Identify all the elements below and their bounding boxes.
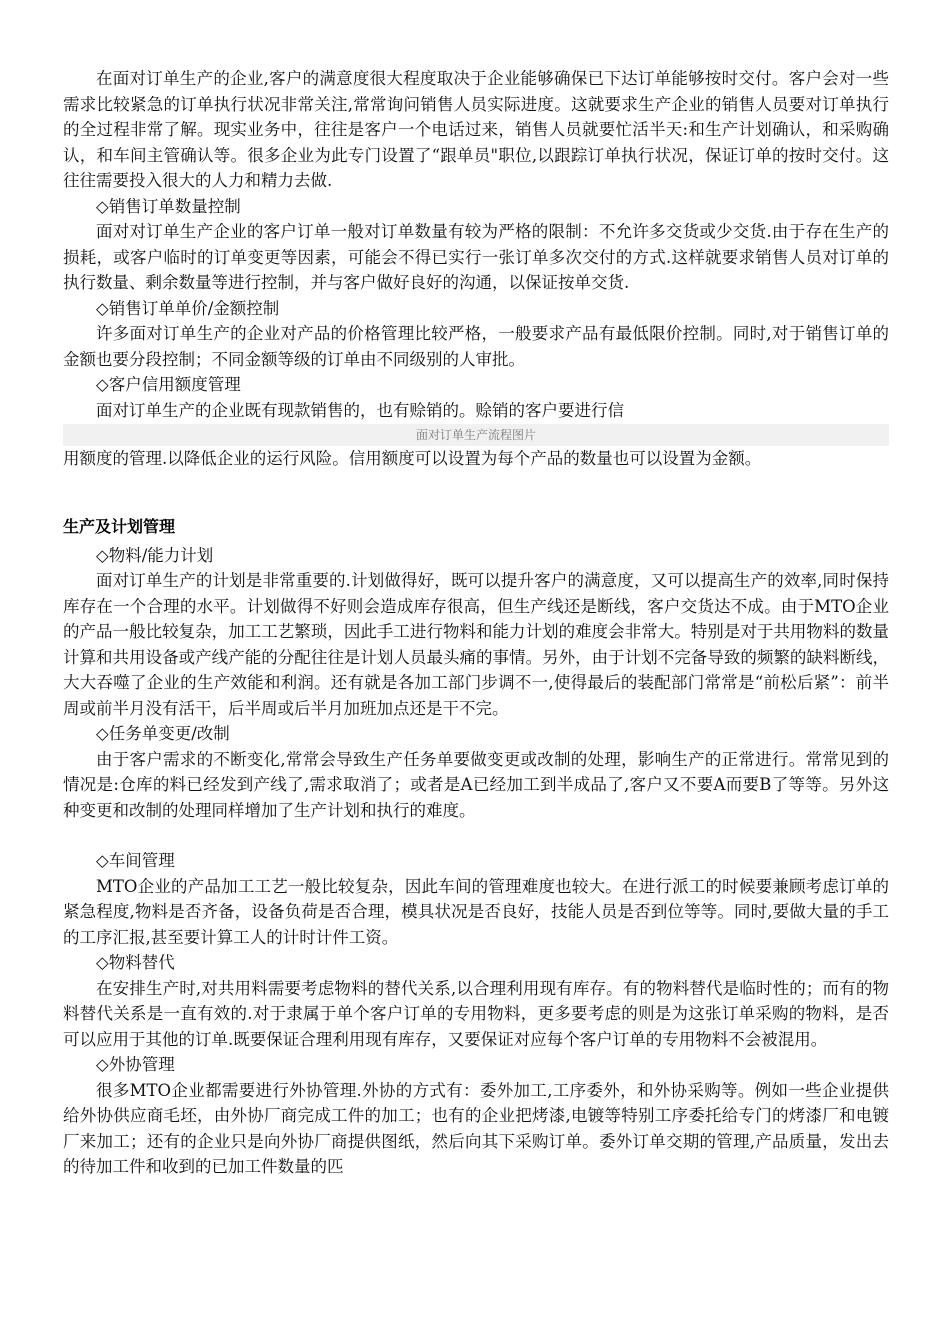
paragraph-material-substitution: 在安排生产时,对共用料需要考虑物料的替代关系,以合理利用现有库存。有的物料替代是临时性的；而有的物料替代关系是一直有效的.对于隶属于单个客户订单的专用物料，更多要考虑的则是为这张订单采购的物料，是否可以应用于其他的订单.既要保证合理利用现有库存，又要保证对应每个客户订单的专用物料不会被混用。 [63,978,889,1049]
paragraph-outsourcing: 很多MTO企业都需要进行外协管理.外协的方式有：委外加工,工序委外，和外协采购等。例如一些企业提供给外协供应商毛坯，由外协厂商完成工件的加工；也有的企业把烤漆,电镀等特别工序委托给专门的烤漆厂和电镀厂来加工；还有的企业只是向外协厂商提供图纸，然后向其下采购订单。委外订单交期的管理,产品质量，发出去的待加工件和收到的已加工件数量的匹 [63,1080,889,1176]
blank-line [63,823,889,848]
subheading-workshop: ◇车间管理 [96,851,175,870]
paragraph-sales-price: 许多面对订单生产的企业对产品的价格管理比较严格，一般要求产品有最低限价控制。同时,对于销售订单的金额也要分段控制；不同金额等级的订单由不同级别的人审批。 [63,324,889,369]
paragraph-sales-quantity: 面对对订单生产企业的客户订单一般对订单数量有较为严格的限制：不允许多交货或少交货.由于存在生产的损耗，或客户临时的订单变更等因素，可能会不得已实行一张订单多次交付的方式.这样就要求销售人员对订单的执行数量、剩余数量等进行控制，并与客户做好良好的沟通，以保证按单交货. [63,222,889,292]
paragraph-workshop: MTO企业的产品加工工艺一般比较复杂，因此车间的管理难度也较大。在进行派工的时候要兼顾考虑订单的紧急程度,物料是否齐备，设备负荷是否合理，模具状况是否良好，技能人员是否到位等等。同时,要做大量的手工的工序汇报,甚至要计算工人的计时计件工资。 [63,876,889,947]
subheading-credit-limit: ◇客户信用额度管理 [96,375,241,394]
subheading-material-substitution: ◇物料替代 [96,953,175,972]
paragraph-credit-limit-continued: 用额度的管理.以降低企业的运行风险。信用额度可以设置为每个产品的数量也可以设置为金额。 [63,449,762,468]
subheading-outsourcing: ◇外协管理 [96,1055,175,1074]
paragraph-credit-limit: 面对订单生产的企业既有现款销售的，也有赊销的。赊销的客户要进行信 [96,400,624,420]
subheading-sales-price: ◇销售订单单价/金额控制 [96,298,280,318]
image-caption: 面对订单生产流程图片 [63,424,889,446]
paragraph-task-change: 由于客户需求的不断变化,常常会导致生产任务单要做变更或改制的处理，影响生产的正常进行。常常见到的情况是:仓库的料已经发到产线了,需求取消了；或者是A已经加工到半成品了,客户又不要A而要B了等等。另外这种变更和改制的处理同样增加了生产计划和执行的难度。 [63,749,889,820]
section-heading: 生产及计划管理 [63,516,176,536]
document-page [63,66,889,1180]
subheading-task-change: ◇任务单变更/改制 [96,724,230,743]
paragraph-material-planning: 面对订单生产的计划是非常重要的.计划做得好，既可以提升客户的满意度，又可以提高生产的效率,同时保持库存在一个合理的水平。计划做得不好则会造成库存很高，但生产线还是断线，客户交货达不成。由于MTO企业的产品一般比较复杂，加工工艺繁琐，因此手工进行物料和能力计划的难度会非常大。特别是对于共用物料的数量计算和共用设备或产线产能的分配往往是计划人员最头痛的事情。另外，由于计划不完备导致的频繁的缺料断线，大大吞噬了企业的生产效能和利润。还有就是各加工部门步调不一,使得最后的装配部门常常是“前松后紧”：前半周或前半月没有活干，后半周或后半月加班加点还是干不完。 [63,571,889,718]
intro-paragraph: 在面对订单生产的企业,客户的满意度很大程度取决于企业能够确保已下达订单能够按时交付。客户会对一些需求比较紧急的订单执行状况非常关注,常常询问销售人员实际进度。这就要求生产企业的销售人员要对订单执行的全过程非常了解。现实业务中，往往是客户一个电话过来，销售人员就要忙活半天:和生产计划确认，和采购确认，和车间主管确认等。很多企业为此专门设置了“跟单员"职位,以跟踪订单执行状况，保证订单的按时交付。这往往需要投入很大的人力和精力去做. [63,69,889,190]
subheading-sales-quantity: ◇销售订单数量控制 [96,196,241,216]
subheading-material-planning: ◇物料/能力计划 [96,545,214,565]
